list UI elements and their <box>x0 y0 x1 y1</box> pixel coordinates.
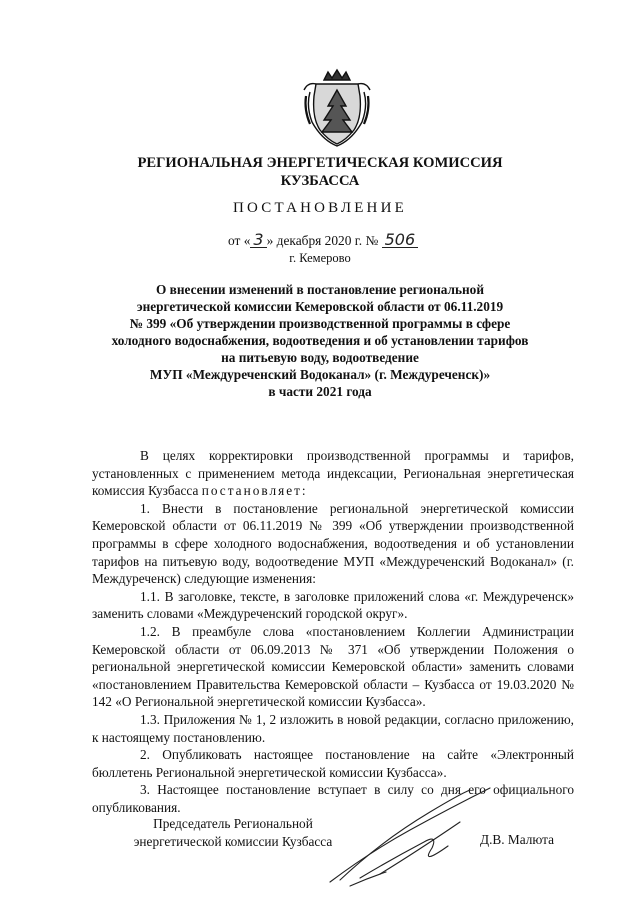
title-line: О внесении изменений в постановление региональной <box>156 282 484 297</box>
decree-word: постановляет: <box>201 483 308 499</box>
document-type: ПОСТАНОВЛЕНИЕ <box>233 200 407 216</box>
handwritten-number: 506 <box>382 233 419 248</box>
title-line: холодного водоснабжения, водоотведения и об установлении тарифов <box>111 333 529 348</box>
handwritten-day: 3 <box>250 233 266 248</box>
paragraph-1: 1. Внести в постановление региональной энергетической комиссии Кемеровской области от 06.11.2019 № 399 «Об утверждении производственной программы в сфере холодного водоснабжения, водоотведения и об установлении тарифов на питьевую воду, водоотведение МУП «Междуреченский Водоканал» (г. Междуреченск) следующие изменения: <box>92 500 574 587</box>
title-line: на питьевую воду, водоотведение <box>221 350 419 365</box>
signatory-position-line: Председатель Региональной <box>153 816 313 831</box>
document-body <box>92 447 574 816</box>
title-line: МУП «Междуреченский Водоканал» (г. Междуреченск)» <box>149 367 491 382</box>
city: г. Кемерово <box>289 251 351 265</box>
intro-paragraph <box>92 447 574 500</box>
title-line: в части 2021 года <box>268 384 372 399</box>
title-line: № 399 «Об утверждении производственной программы в сфере <box>129 316 511 331</box>
organization-name-line: КУЗБАССА <box>280 173 360 189</box>
paragraph-1-1: 1.1. В заголовке, тексте, в заголовке приложений слова «г. Междуреченск» заменить словами «Междуреченский городской округ». <box>92 588 574 622</box>
paragraph-1-2: 1.2. В преамбуле слова «постановлением Коллегии Администрации Кемеровской области от 06.09.2013 № 371 «Об утверждении Положения о региональной энергетической комиссии Кемеровской области» заменить словами «постановлением Правительства Кемеровской области – Кузбасса от 19.03.2020 № 142 «О Региональной энергетической комиссии Кузбасса». <box>92 623 574 710</box>
organization-name-line: РЕГИОНАЛЬНАЯ ЭНЕРГЕТИЧЕСКАЯ КОМИССИЯ <box>137 155 503 171</box>
title-line: энергетической комиссии Кемеровской области от 06.11.2019 <box>136 299 504 314</box>
date-middle: » декабря 2020 г. № <box>266 233 379 248</box>
date-prefix: от « <box>228 233 251 248</box>
organization-name <box>120 154 520 190</box>
handwritten-signature <box>320 782 500 892</box>
paragraph-3: 3. Настоящее постановление вступает в силу со дня его официального опубликования. <box>92 782 574 815</box>
document-title <box>94 281 546 400</box>
coat-of-arms-icon <box>302 66 372 148</box>
signatory-position-line: энергетической комиссии Кузбасса <box>133 834 333 849</box>
paragraph-2: 2. Опубликовать настоящее постановление на сайте «Электронный бюллетень Региональной энергетической комиссии Кузбасса». <box>92 747 574 780</box>
signatory-name: Д.В. Малюта <box>480 832 555 847</box>
date-line <box>228 230 488 249</box>
intro-text: В целях корректировки производственной программы и тарифов, установленных с применением метода индексации, Региональная энергетическая комиссия Кузбасса <box>92 448 574 499</box>
paragraph-1-3: 1.3. Приложения № 1, 2 изложить в новой редакции, согласно приложению, к настоящему постановлению. <box>92 711 574 745</box>
